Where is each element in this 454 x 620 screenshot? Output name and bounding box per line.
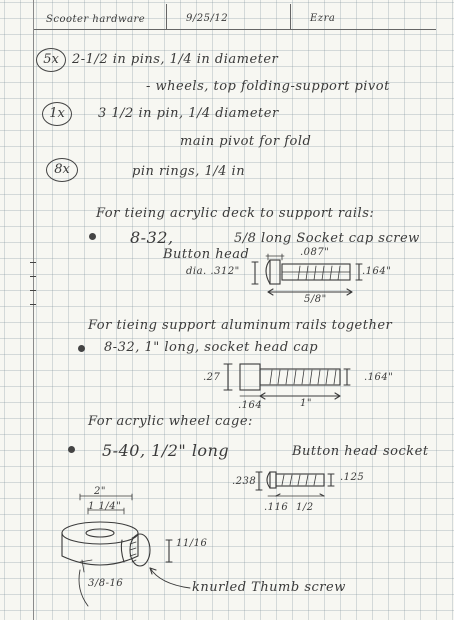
screw-spec: 8-32, [130, 228, 174, 247]
header-date: 9/25/12 [186, 13, 229, 24]
dimension-label: .164 [238, 400, 263, 411]
dimension-label: 11/16 [176, 538, 208, 549]
quantity-circle: 1x [42, 102, 72, 126]
dimension-label: .116 [264, 502, 289, 513]
dimension-label: 1/2 [296, 502, 314, 513]
dimension-label: .087" [300, 247, 330, 258]
screw-spec: 8-32, 1" long, socket head cap [104, 340, 319, 355]
item-note: - wheels, top folding-support pivot [146, 79, 390, 94]
button-head-screw-drawing [252, 254, 362, 295]
dimension-label: .164" [362, 266, 392, 277]
quantity-circle: 5x [36, 48, 66, 72]
screw-spec: Button head socket [292, 444, 429, 459]
socket-head-screw-drawing [224, 364, 350, 399]
dimension-label: 5/8" [304, 294, 327, 305]
dimension-label: 1 1/4" [88, 501, 122, 512]
header-author: Ezra [310, 13, 336, 24]
section-heading: For tieing acrylic deck to support rails: [96, 206, 375, 221]
dimension-label: .164" [364, 372, 394, 383]
section-heading: For acrylic wheel cage: [88, 414, 253, 429]
dimension-label: dia. .312" [186, 266, 240, 277]
item-description: 3 1/2 in pin, 1/4 diameter [98, 106, 279, 121]
section-heading: For tieing support aluminum rails together [88, 318, 393, 333]
screw-head-type: Button head [163, 247, 250, 262]
knurled-knob-drawing [62, 494, 190, 606]
quantity-circle: 8x [46, 158, 78, 182]
dimension-label: .125 [340, 472, 365, 483]
dimension-label: .27 [203, 372, 221, 383]
button-head-socket-drawing [256, 472, 334, 496]
item-description: pin rings, 1/4 in [132, 164, 246, 179]
item-description: 2-1/2 in pins, 1/4 in diameter [72, 52, 279, 67]
header-title: Scooter hardware [46, 14, 146, 25]
dimension-label: .238 [232, 476, 257, 487]
dimension-label: 2" [94, 486, 106, 497]
screw-spec: 5/8 long Socket cap screw [234, 231, 420, 246]
item-note: main pivot for fold [180, 134, 312, 149]
dimension-label: 1" [300, 398, 312, 409]
thumb-screw-label: knurled Thumb screw [192, 580, 346, 595]
screw-spec: 5-40, 1/2" long [102, 441, 230, 460]
dimension-label: 3/8-16 [88, 578, 124, 589]
